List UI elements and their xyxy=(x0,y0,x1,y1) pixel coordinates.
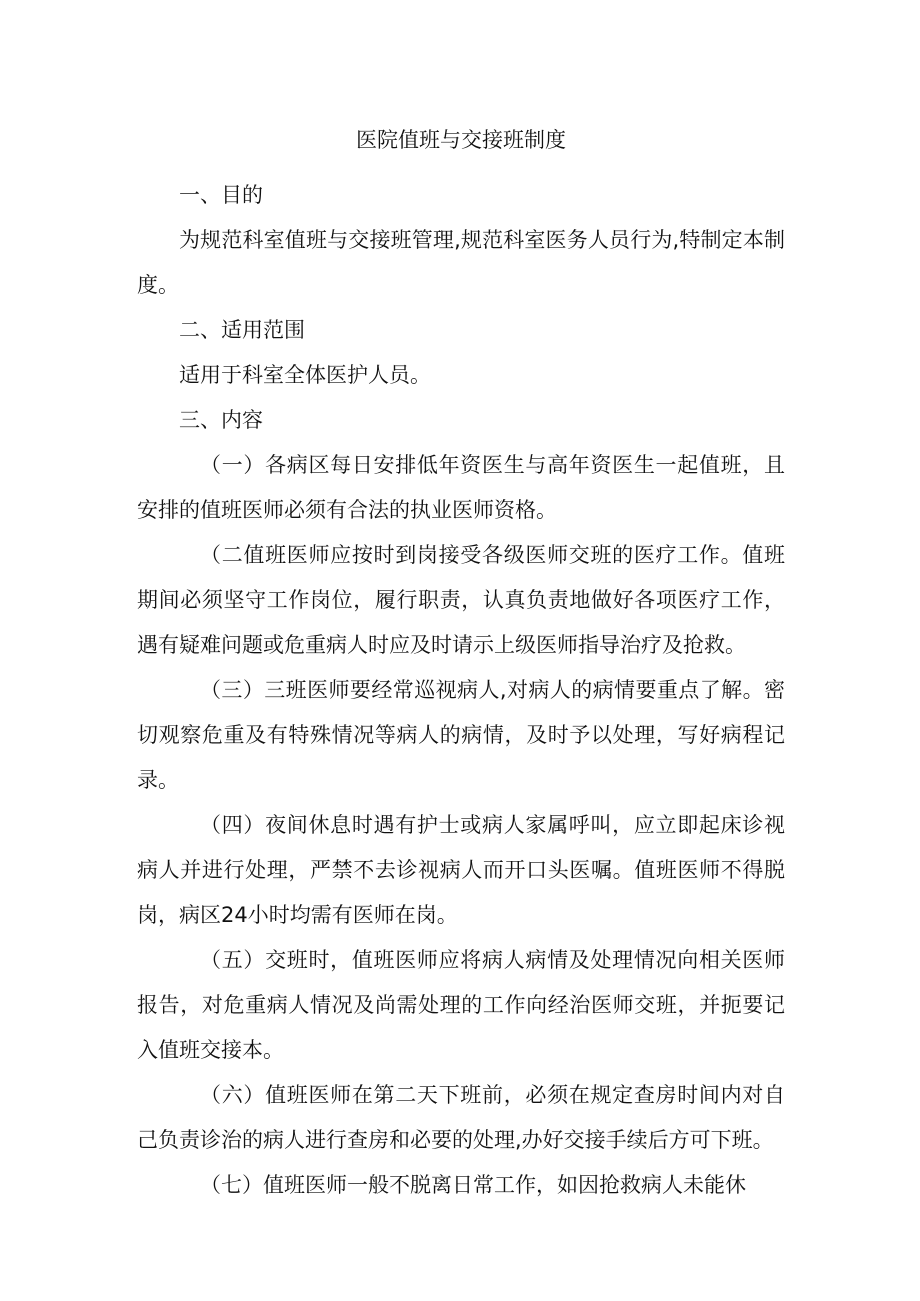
content-item-7: （七）值班医师一般不脱离日常工作，如因抢救病人未能休 xyxy=(200,1173,746,1197)
content-item-3: （三）三班医师要经常巡视病人,对病人的病情要重点了解。密切观察危重及有特殊情况等病人的病情，及时予以处理，写好病程记录。 xyxy=(137,678,785,792)
section-heading-purpose: 一、目的 xyxy=(179,183,263,207)
document-title: 医院值班与交接班制度 xyxy=(356,128,566,152)
section-heading-scope: 二、适用范围 xyxy=(179,318,305,342)
content-item-1: （一）各病区每日安排低年资医生与高年资医生一起值班，且安排的值班医师必须有合法的执业医师资格。 xyxy=(137,453,785,522)
content-item-6: （六）值班医师在第二天下班前，必须在规定查房时间内对自己负责诊治的病人进行查房和必要的处理,办好交接手续后方可下班。 xyxy=(137,1083,785,1152)
section-heading-content: 三、内容 xyxy=(179,408,263,432)
document-body xyxy=(137,173,785,1208)
content-item-5: （五）交班时，值班医师应将病人病情及处理情况向相关医师报告，对危重病人情况及尚需处理的工作向经治医师交班，并扼要记入值班交接本。 xyxy=(137,948,785,1062)
purpose-paragraph: 为规范科室值班与交接班管理,规范科室医务人员行为,特制定本制度。 xyxy=(137,228,785,297)
content-item-4: （四）夜间休息时遇有护士或病人家属呼叫，应立即起床诊视病人并进行处理，严禁不去诊视病人而开口头医嘱。值班医师不得脱岗，病区24小时均需有医师在岗。 xyxy=(137,813,785,927)
content-item-2: （二值班医师应按时到岗接受各级医师交班的医疗工作。值班期间必须坚守工作岗位，履行职责，认真负责地做好各项医疗工作，遇有疑难问题或危重病人时应及时请示上级医师指导治疗及抢救。 xyxy=(137,543,785,657)
scope-paragraph: 适用于科室全体医护人员。 xyxy=(179,363,431,387)
